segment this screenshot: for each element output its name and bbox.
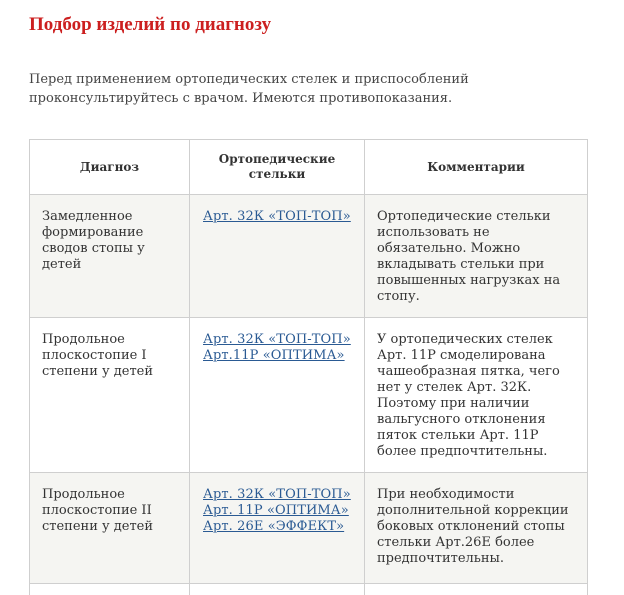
diagnosis-table	[29, 139, 588, 595]
diagnosis-cell	[30, 318, 190, 473]
diagnosis-cell	[30, 195, 190, 318]
header-comments: Комментарии	[365, 140, 588, 195]
product-link-32k[interactable]: Арт. 32К «ТОП-ТОП»	[203, 332, 351, 347]
product-link-26e[interactable]: Арт. 26Е «ЭФФЕКТ»	[203, 519, 345, 534]
comment-cell	[365, 473, 588, 584]
table-row	[30, 473, 588, 584]
product-link-32k[interactable]: Арт. 32К «ТОП-ТОП»	[203, 209, 351, 224]
product-link-32k[interactable]: Арт. 32К «ТОП-ТОП»	[203, 487, 351, 502]
intro-paragraph: Перед применением ортопедических стелек и приспособлений проконсультируйтесь с врачом. Имеются противопоказания.	[29, 72, 469, 106]
diagnosis-text: Продольное плоскостопие I степени у детей	[42, 332, 154, 379]
products-cell	[190, 195, 365, 318]
comment-cell	[365, 195, 588, 318]
diagnosis-text: Замедленное формирование сводов стопы у детей	[42, 209, 145, 272]
diagnosis-text: Продольное плоскостопие II степени у детей	[42, 487, 154, 534]
comment-cell	[365, 584, 588, 595]
comment-text: Ортопедические стельки использовать не обязательно. Можно вкладывать стельки при повышенных нагрузках на стопу.	[377, 209, 561, 304]
table-row	[30, 195, 588, 318]
table-header-row	[30, 140, 588, 195]
diagnosis-cell	[30, 584, 190, 595]
header-insoles: Ортопедические стельки	[190, 140, 365, 195]
diagnosis-cell	[30, 473, 190, 584]
header-diagnosis: Диагноз	[30, 140, 190, 195]
products-cell	[190, 584, 365, 595]
products-cell	[190, 318, 365, 473]
product-link-11r[interactable]: Арт. 11Р «ОПТИМА»	[203, 503, 349, 518]
page-title: Подбор изделий по диагнозу	[29, 14, 272, 35]
comment-cell	[365, 318, 588, 473]
table-row	[30, 318, 588, 473]
comment-text: У ортопедических стелек Арт. 11Р смоделирована чашеобразная пятка, чего нет у стелек Арт. 32К. Поэтому при наличии вальгусного отклонения пяток стельки Арт. 11Р более предпочтительны.	[377, 332, 560, 459]
products-cell	[190, 473, 365, 584]
product-link-11r[interactable]: Арт.11Р «ОПТИМА»	[203, 348, 345, 363]
comment-text: При необходимости дополнительной коррекции боковых отклонений стопы стельки Арт.26Е более предпочтительны.	[377, 487, 569, 566]
table-row	[30, 584, 588, 595]
